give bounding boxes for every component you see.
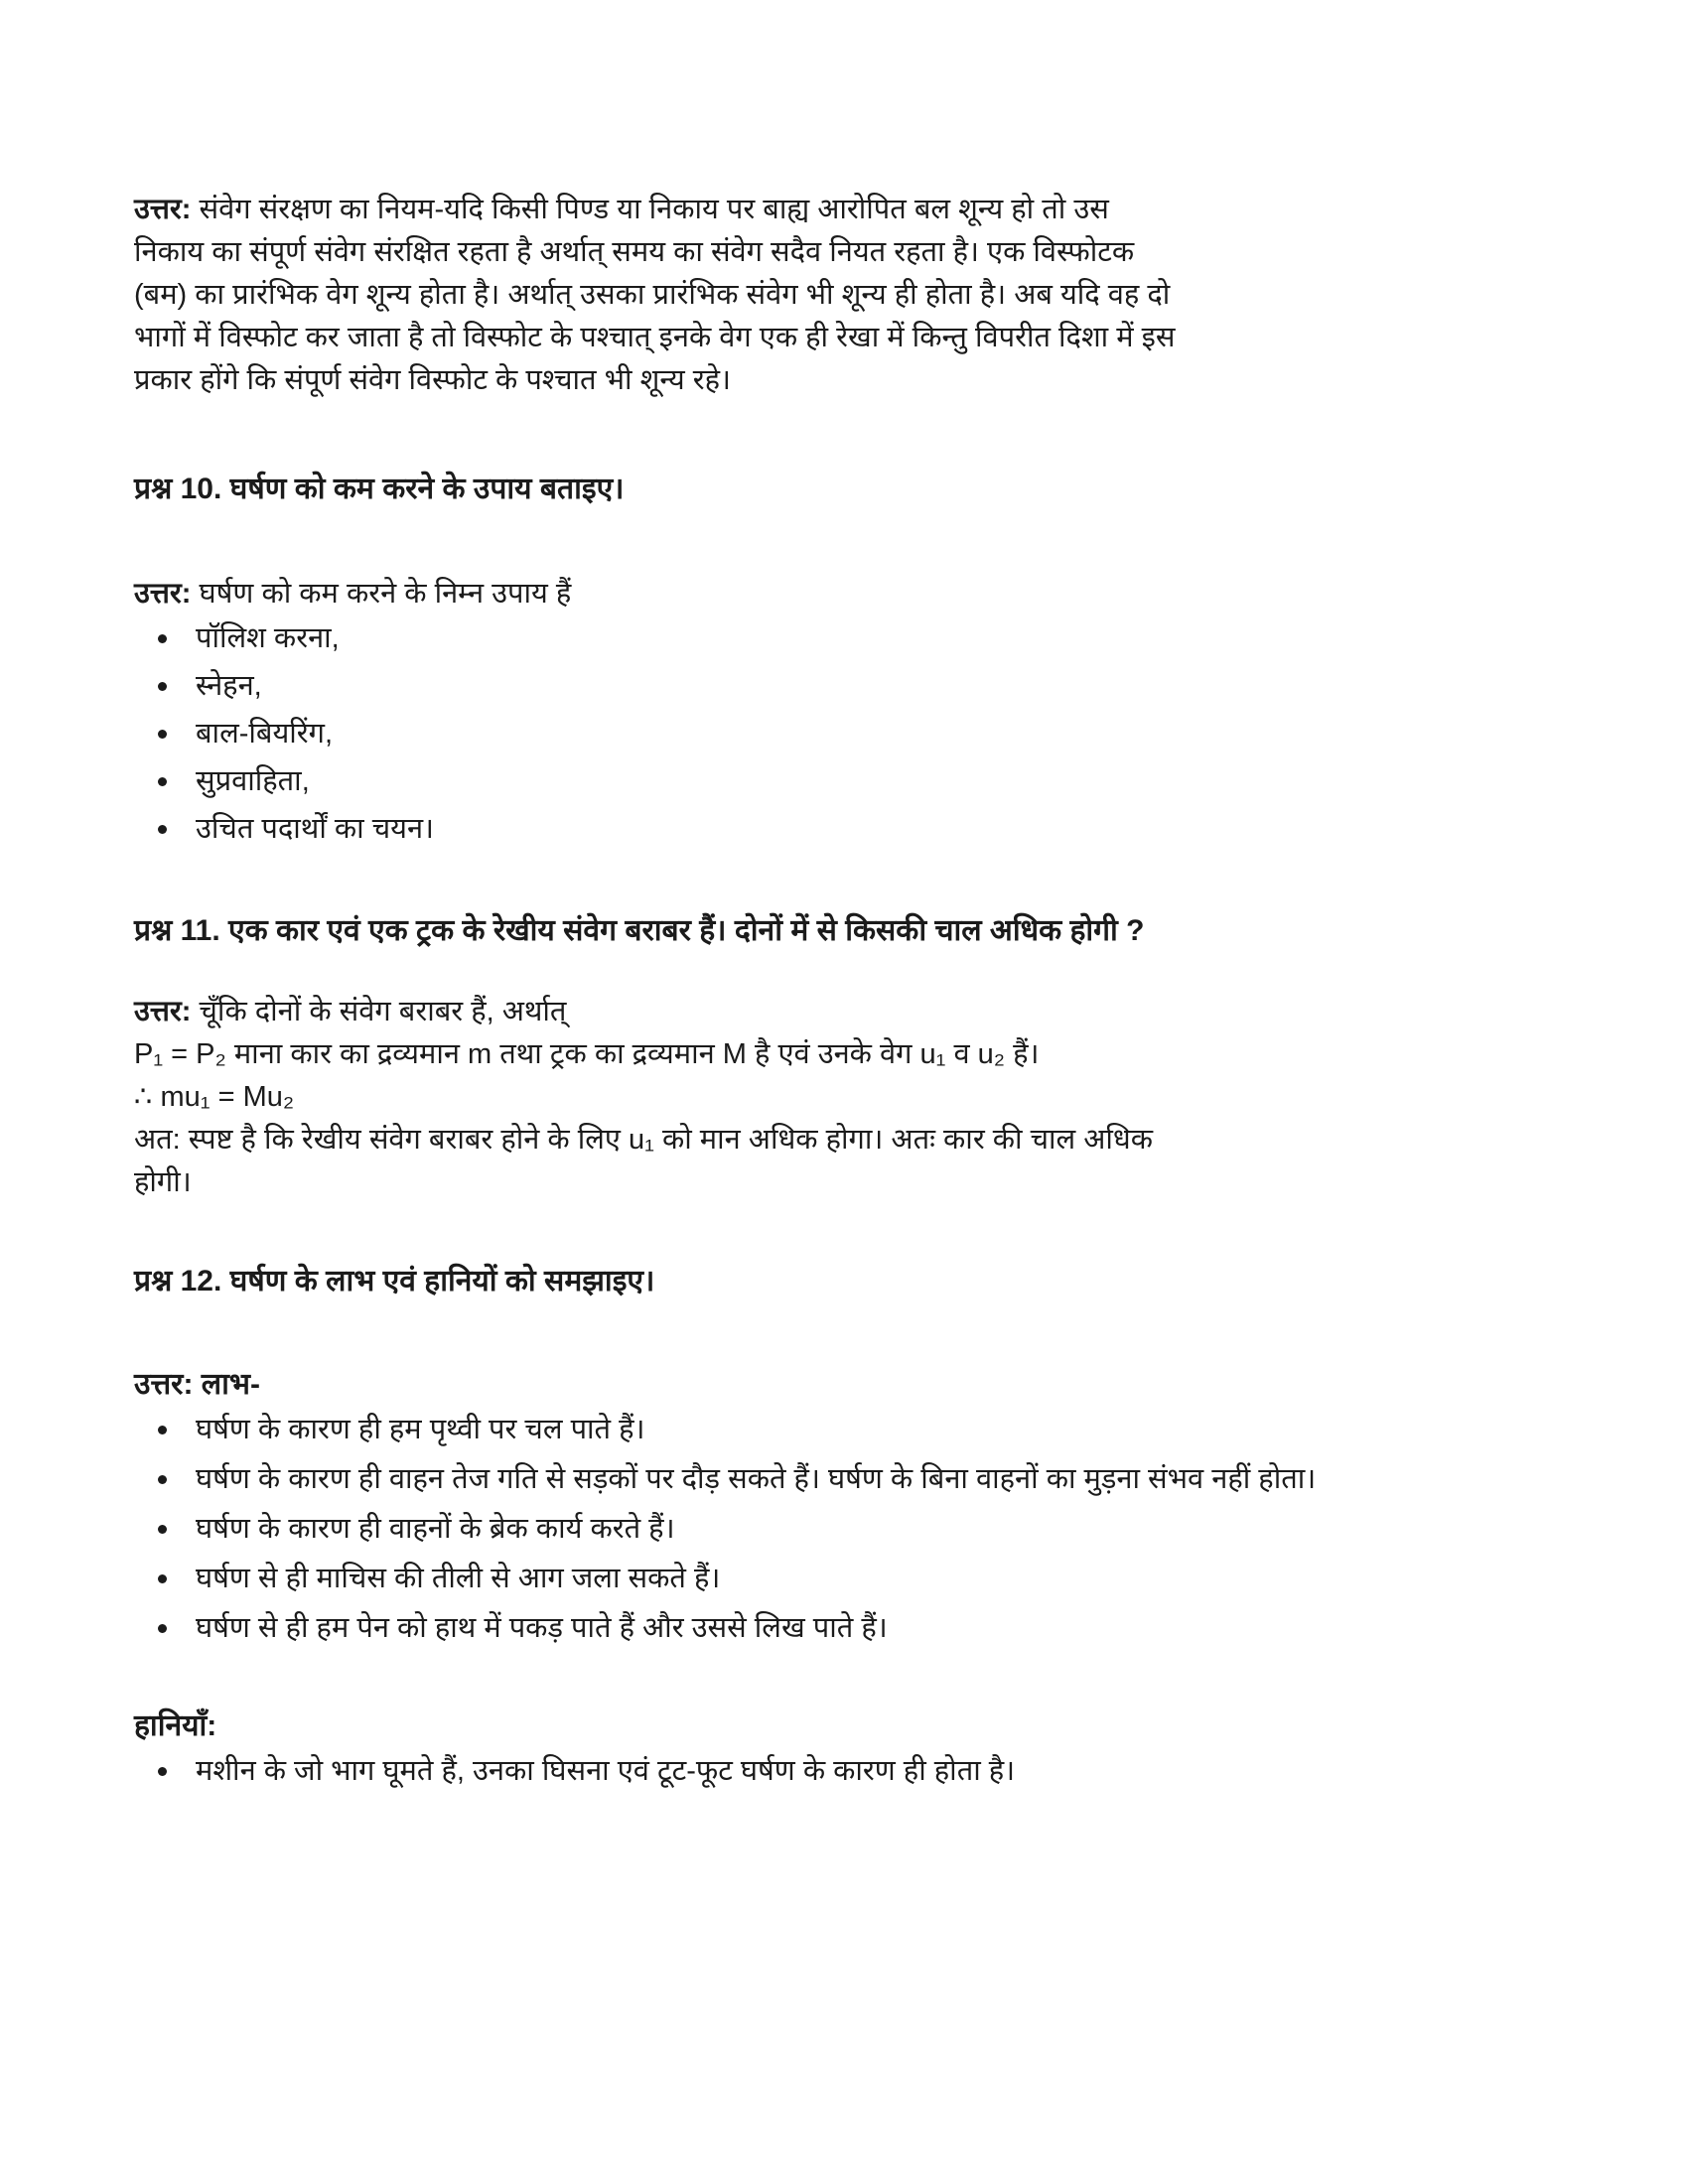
list-item: मशीन के जो भाग घूमते हैं, उनका घिसना एवं टूट-फूट घर्षण के कारण ही होता है। <box>134 1748 1554 1794</box>
q9-answer-line: निकाय का संपूर्ण संवेग संरक्षित रहता है अर्थात् समय का संवेग सदैव नियत रहता है। एक विस्फोटक <box>134 236 1135 268</box>
question-10-heading: प्रश्न 10. घर्षण को कम करने के उपाय बताइए। <box>134 473 625 505</box>
answer-label: उत्तर: <box>134 578 192 610</box>
q11-answer-line <box>134 991 1554 1033</box>
q11-answer-line: P₁ = P₂ माना कार का द्रव्यमान m तथा ट्रक का द्रव्यमान M है एवं उनके वेग u₁ व u₂ हैं। <box>134 1038 1040 1070</box>
q11-answer-text: चूँकि दोनों के संवेग बराबर हैं, अर्थात् <box>199 996 567 1027</box>
list-item: घर्षण के कारण ही वाहन तेज गति से सड़कों पर दौड़ सकते हैं। घर्षण के बिना वाहनों का मुड़ना संभव नहीं होता। <box>134 1456 1554 1502</box>
list-item: घर्षण से ही माचिस की तीली से आग जला सकते हैं। <box>134 1556 1554 1601</box>
friction-reduction-list <box>134 615 1554 852</box>
list-item: सुप्रवाहिता, <box>134 758 1554 804</box>
question-11-heading: प्रश्न 11. एक कार एवं एक ट्रक के रेखीय संवेग बराबर हैं। दोनों में से किसकी चाल अधिक होगी ? <box>134 914 1145 947</box>
list-item: बाल-बियरिंग, <box>134 711 1554 756</box>
q10-answer-intro-text: घर्षण को कम करने के निम्न उपाय हैं <box>199 578 572 610</box>
answer-label: उत्तर: <box>134 194 192 225</box>
q9-answer-line: (बम) का प्रारंभिक वेग शून्य होता है। अर्थात् उसका प्रारंभिक संवेग भी शून्य ही होता है। अब यदि वह दो <box>134 279 1171 311</box>
q9-answer-line: भागों में विस्फोट कर जाता है तो विस्फोट के पश्चात् इनके वेग एक ही रेखा में किन्तु विपरीत दिशा में इस <box>134 322 1176 353</box>
list-item: पॉलिश करना, <box>134 615 1554 661</box>
question-12-heading: प्रश्न 12. घर्षण के लाभ एवं हानियों को समझाइए। <box>134 1265 655 1297</box>
q12-benefits-label: उत्तर: लाभ- <box>134 1368 260 1401</box>
list-item: उचित पदार्थों का चयन। <box>134 806 1554 852</box>
q10-answer-intro <box>134 573 1554 615</box>
friction-disadvantages-list <box>134 1748 1554 1794</box>
q9-answer-paragraph <box>134 189 1554 402</box>
q9-answer-text: संवेग संरक्षण का नियम-यदि किसी पिण्ड या निकाय पर बाह्य आरोपित बल शून्य हो तो उस <box>199 194 1109 225</box>
list-item: स्नेहन, <box>134 663 1554 709</box>
q11-answer-paragraph <box>134 991 1554 1204</box>
q9-answer-line <box>134 189 1554 231</box>
friction-benefits-list <box>134 1407 1554 1651</box>
answer-label: उत्तर: <box>134 996 192 1027</box>
q9-answer-line: प्रकार होंगे कि संपूर्ण संवेग विस्फोट के पश्चात भी शून्य रहे। <box>134 364 732 396</box>
list-item: घर्षण के कारण ही वाहनों के ब्रेक कार्य करते हैं। <box>134 1506 1554 1552</box>
list-item: घर्षण से ही हम पेन को हाथ में पकड़ पाते हैं और उससे लिख पाते हैं। <box>134 1605 1554 1651</box>
q11-answer-line: ∴ mu₁ = Mu₂ <box>134 1081 295 1113</box>
q11-answer-line: होगी। <box>134 1166 192 1198</box>
q12-disadvantages-heading: हानियाँ: <box>134 1709 217 1742</box>
q11-answer-line: अत: स्पष्ट है कि रेखीय संवेग बराबर होने के लिए u₁ को मान अधिक होगा। अतः कार की चाल अधिक <box>134 1124 1153 1156</box>
list-item: घर्षण के कारण ही हम पृथ्वी पर चल पाते हैं। <box>134 1407 1554 1452</box>
